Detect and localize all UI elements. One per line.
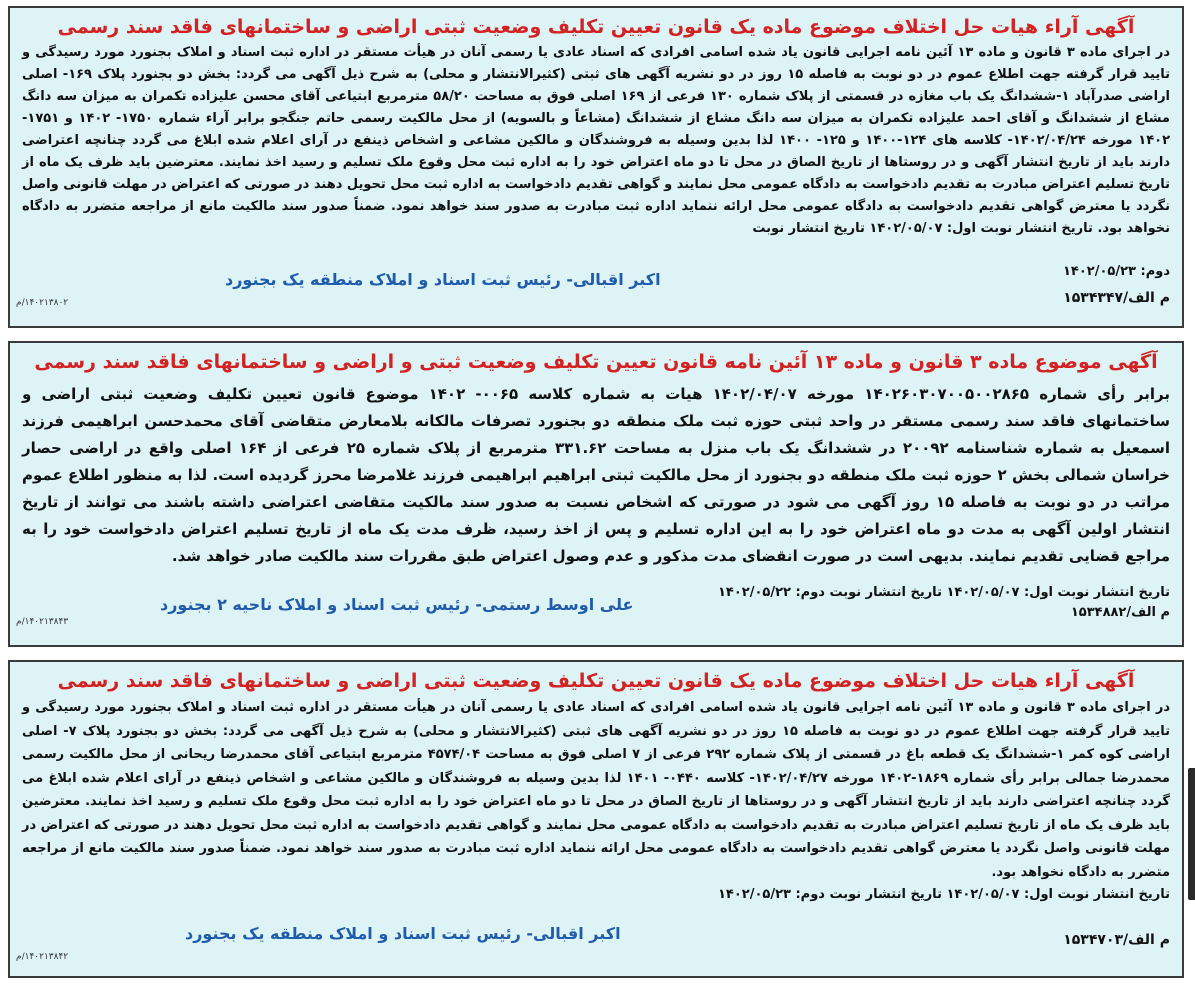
notice-3-serial: ۱۴۰۲۱۳۸۴۲/م	[16, 952, 69, 962]
notice-1-signer: اکبر اقبالی- رئیس ثبت اسناد و املاک منطقه یک بجنورد	[225, 270, 661, 289]
notice-3-footer	[10, 916, 1182, 976]
notice-2-body: برابر رأی شماره ۱۴۰۲۶۰۳۰۷۰۰۵۰۰۲۸۶۵ مورخه ۱۴۰۲/۰۴/۰۷ هیات به شماره کلاسه ۰۰۶۵- ۱۴۰۲ موضوع قانون تعیین تکلیف وضعیت ثبتی اراضی و ساختمانهای فاقد سند رسمی مستقر در واحد ثبتی حوزه ثبت ملک منطقه دو بجنورد تصرفات مالکانه بلامعارض متقاضی آقای محمدحسن ابراهیمی فرزند اسمعیل به شماره شناسنامه ۲۰۰۹۲ در ششدانگ یک باب منزل به مساحت ۳۳۱.۶۲ مترمربع از پلاک شماره ۲۵ فرعی از ۱۶۴ اصلی واقع در اراضی حصار خراسان شمالی بخش ۲ حوزه ثبت ملک منطقه دو بجنورد از محل مالکیت ثبتی ابراهیم ابراهیمی فرزند غلامرضا محرز گردیده است. لذا به منظور اطلاع عموم مراتب در دو نوبت به فاصله ۱۵ روز آگهی می شود در صورتی که اشخاص نسبت به صدور سند مالکیت متقاضی اعتراضی داشته باشند می توانند از تاریخ انتشار اولین آگهی به مدت دو ماه اعتراض خود را به این اداره تسلیم و پس از اخذ رسید، ظرف مدت یک ماه از تاریخ تسلیم اعتراض دادخواست خود را به مراجع قضایی تقدیم نمایند. بدیهی است در صورت انقضای مدت مذکور و عدم وصول اعتراض طبق مقررات سند مالکیت صادر خواهد شد.	[22, 385, 1171, 565]
notice-1-second-date: دوم: ۱۴۰۲/۰۵/۲۳	[1063, 264, 1170, 279]
notice-1-code: م الف/۱۵۳۴۳۴۷	[1063, 290, 1170, 306]
notice-3-title: آگهی آراء هیات حل اختلاف موضوع ماده یک قانون تعیین تکلیف وضعیت ثبتی اراضی و ساختمانهای فاقد سند رسمی	[57, 670, 1135, 692]
page-edge-marker	[1188, 768, 1195, 900]
notice-1-serial: ۱۴۰۲۱۳۸۰۲/م	[16, 298, 69, 308]
notice-2-title: آگهی موضوع ماده ۳ قانون و ماده ۱۳ آئین نامه قانون تعیین تکلیف وضعیت ثبتی و اراضی و ساختمانهای فاقد سند رسمی	[34, 351, 1158, 373]
notice-1-title: آگهی آراء هیات حل اختلاف موضوع ماده یک قانون تعیین تکلیف وضعیت ثبتی اراضی و ساختمانهای فاقد سند رسمی	[57, 16, 1135, 38]
notice-2-footer	[10, 585, 1182, 645]
notice-2-code: م الف/۱۵۳۴۸۸۲	[1070, 605, 1170, 620]
notice-2-serial: ۱۴۰۲۱۳۸۴۳/م	[16, 617, 69, 627]
notice-3-dates: تاریخ انتشار نوبت اول: ۱۴۰۲/۰۵/۰۷ تاریخ انتشار نوبت دوم: ۱۴۰۲/۰۵/۲۳	[717, 887, 1170, 902]
notice-2-signer: علی اوسط رستمی- رئیس ثبت اسناد و املاک ناحیه ۲ بجنورد	[160, 595, 634, 614]
notice-3-signer: اکبر اقبالی- رئیس ثبت اسناد و املاک منطقه یک بجنورد	[185, 924, 621, 943]
notice-3-body: در اجرای ماده ۳ قانون و ماده ۱۳ آئین نامه اجرایی قانون یاد شده اسامی افرادی که اسناد عادی یا رسمی آنان در هیأت مستقر در اداره ثبت اسناد و املاک بجنورد مورد رسیدگی و تایید قرار گرفته جهت اطلاع عموم در دو نوبت به فاصله ۱۵ روز در دو نشریه آگهی های ثبتی (کثیرالانتشار و محلی) به شرح ذیل آگهی می گردد: بخش دو بجنورد پلاک ۷- اصلی اراضی کوه کمر ۱-ششدانگ یک قطعه باغ در قسمتی از پلاک شماره ۲۹۲ فرعی از ۷ اصلی فوق به مساحت ۴۵۷۴/۰۴ مترمربع ابتیاعی آقای محمدرضا ریحانی از محل مالکیت رسمی محمدرضا جمالی برابر رأی شماره ۱۸۶۹-۱۴۰۲ مورخه ۱۴۰۲/۰۴/۲۷- کلاسه ۰۴۴۰- ۱۴۰۱ لذا بدین وسیله به فروشندگان و مالکین مشاعی و اشخاص ذینفع در آرای اعلام شده ابلاغ می گردد چنانچه اعتراضی دارند باید از تاریخ انتشار آگهی و در روستاها از تاریخ الصاق در محل تا دو ماه اعتراض خود را به اداره ثبت محل وقوع ملک تسلیم و رسید اخذ نمایند. معترضین باید ظرف یک ماه از تاریخ تسلیم اعتراض مبادرت به تقدیم دادخواست به دادگاه عمومی محل نمایند و گواهی تقدیم دادخواست به اداره ثبت محل تحویل دهند در صورتی که اعتراض در مهلت قانونی واصل نگردد یا معترض گواهی تقدیم دادخواست به دادگاه عمومی محل ارائه ننماید اداره ثبت مبادرت به صدور سند خواهد نمود. ضمناً صدور سند مالکیت مانع از مراجعه متضرر به دادگاه نخواهد بود.	[22, 700, 1171, 880]
notice-3	[8, 660, 1184, 978]
notice-2	[8, 341, 1184, 647]
notice-2-dates: تاریخ انتشار نوبت اول: ۱۴۰۲/۰۵/۰۷ تاریخ انتشار نوبت دوم: ۱۴۰۲/۰۵/۲۲	[717, 585, 1170, 600]
notice-3-code: م الف/۱۵۳۴۷۰۳	[1063, 932, 1170, 948]
notice-1	[8, 6, 1184, 328]
notice-1-body: در اجرای ماده ۳ قانون و ماده ۱۳ آئین نامه اجرایی قانون یاد شده اسامی افرادی که اسناد عادی یا رسمی آنان در هیأت مستقر در اداره ثبت اسناد و املاک بجنورد مورد رسیدگی و تایید قرار گرفته جهت اطلاع عموم در دو نوبت به فاصله ۱۵ روز در دو نشریه آگهی های ثبتی (کثیرالانتشار و محلی) به شرح ذیل آگهی می گردد: بخش دو بجنورد پلاک ۱۶۹- اصلی اراضی صدرآباد ۱-ششدانگ یک باب مغازه در قسمتی از پلاک شماره ۱۳۰ فرعی از ۱۶۹ اصلی فوق به مساحت ۵۸/۲۰ مترمربع ابتیاعی آقای محسن علیزاده تکمران به میزان سه دانگ مشاع از ششدانگ و آقای احمد علیزاده تکمران به میزان سه دانگ مشاع از ششدانگ (مشاعاً و بالسویه) از محل مالکیت رسمی حاتم جنگجو برابر آراء شماره ۱۷۵۰- ۱۴۰۲ و ۱۷۵۱- ۱۴۰۲ مورخه ۱۴۰۲/۰۴/۲۴- کلاسه های ۱۲۴-۱۴۰۰ و ۱۲۵- ۱۴۰۰ لذا بدین وسیله به فروشندگان و مالکین مشاعی و اشخاص ذینفع در آرای اعلام شده ابلاغ می گردد چنانچه اعتراضی دارند باید از تاریخ انتشار آگهی و در روستاها از تاریخ الصاق در محل تا دو ماه اعتراض خود را به اداره ثبت محل وقوع ملک تسلیم و رسید اخذ نمایند. معترضین باید ظرف یک ماه از تاریخ تسلیم اعتراض مبادرت به تقدیم دادخواست به دادگاه عمومی محل نمایند و گواهی تقدیم دادخواست به اداره ثبت محل تحویل دهند در صورتی که اعتراض در مهلت قانونی واصل نگردد یا معترض گواهی تقدیم دادخواست به دادگاه عمومی محل ارائه ننماید اداره ثبت مبادرت به صدور سند خواهد نمود. ضمناً صدور سند مالکیت مانع از مراجعه متضرر به دادگاه نخواهد بود. تاریخ انتشار نوبت اول: ۱۴۰۲/۰۵/۰۷ تاریخ انتشار نوبت	[22, 45, 1171, 236]
notice-1-footer	[10, 266, 1182, 326]
